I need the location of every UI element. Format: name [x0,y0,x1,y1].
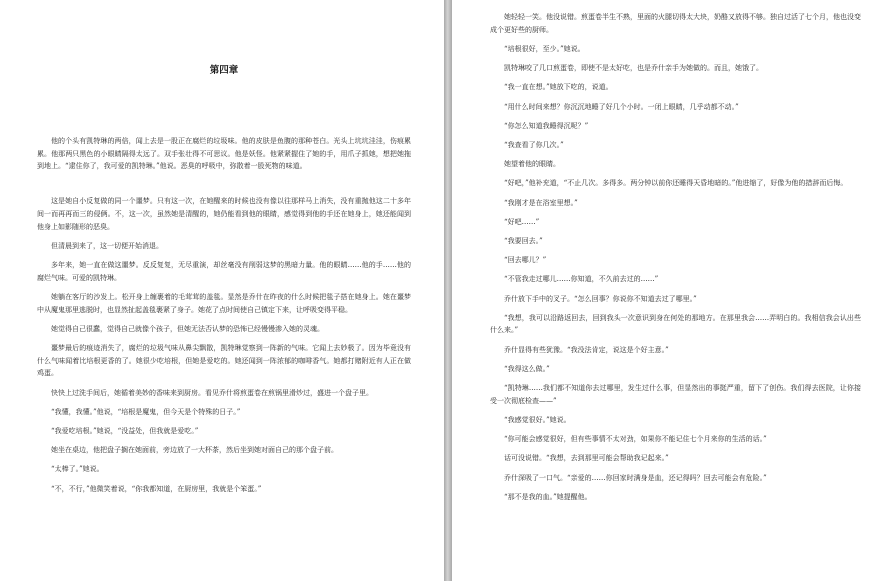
paragraph: 快快上过洗手间后，她循着美妙的香味来到厨房。看见乔什将煎蛋卷在煎锅里滑炒过，盛进一个盘子里。 [51,388,373,397]
paragraph: 她觉得自己很蠢，觉得自己就像个孩子，但她无法否认梦的恐怖已经慢慢渗入她的灵魂。 [51,324,324,333]
paragraph: 她望着他的眼睛。 [504,160,560,169]
paragraph: 但清晨到来了，这一切便开始消退。 [51,241,163,250]
paragraph: 话可没说错。“我想，去到那里可能会帮助我记起来。” [504,454,669,463]
paragraph: “我爱吃培根。”她说，“没益处，但我就是爱吃。” [51,426,199,435]
paragraph: “我一直在想。”她放下吃的，说道。 [504,83,613,92]
paragraph: “那不是我的血。”她提醒他。 [504,492,592,501]
paragraph: “我感觉很好。”她说。 [504,415,571,424]
page-gutter [444,0,452,581]
paragraph: 乔什放下手中的叉子。“怎么回事？你说你不知道去过了哪里。” [504,294,697,303]
paragraph: “用什么时间来想？你沉沉地睡了好几个小时。一闭上眼睛，几乎动都不动。” [504,102,739,111]
chapter-title: 第四章 [209,65,239,76]
paragraph: 她轻轻一笑。他没说错。煎蛋卷半生不熟，里面的火腿切得太大块，奶酪又放得不够。独自过活了七个月，他也没变成个更好些的厨师。 [490,13,861,34]
right-page [452,0,896,581]
paragraph: “培根很好，至少。”她说。 [504,44,585,53]
paragraph: “我得这么做。” [504,364,550,373]
paragraph: “你怎么知道我睡得沉呢？” [504,121,589,130]
paragraph: 她坐在桌边，他把盘子搁在她面前，旁边放了一大杯茶，然后坐到她对面自己的那个盘子前。 [51,446,338,455]
paragraph: “我查看了你几次。” [504,140,564,149]
paragraph: “太棒了。”她说。 [51,465,104,474]
paragraph: “我要回去。” [504,236,543,245]
paragraph: “我刚才是在浴室里想。” [504,198,578,207]
paragraph: “我想，我可以沿路返回去，回到我头一次意识到身在何处的那地方。在那里我会……弄明白的。我相信我会认出些什么来。” [490,313,861,335]
paragraph: 多年来，她一直在做这噩梦。反反复复，无尽重演，却丝毫没有削弱这梦的黑暗力量。他的眼睛……他的手……他的腐烂气味。可爱的凯特琳。 [37,260,411,282]
paragraph: “好吧……” [504,217,540,226]
paragraph: “不管我走过哪儿……你知道，不久前去过的……” [504,275,659,284]
paragraph: 乔什深吸了一口气。“亲爱的……你回家时满身是血，还记得吗？回去可能会有危险。” [504,473,767,482]
paragraph: “凯特琳……我们都不知道你去过哪里，发生过什么事，但显然出的事挺严重，留下了创伤。我们得去医院，让你接受一次彻底检查——” [490,384,861,405]
paragraph: 噩梦最后的痕迹消失了，腐烂的垃圾气味从鼻尖飘散，凯特琳觉察到一阵新的气味。它闻上去妙极了。因为毕竟没有什么气味闻着比培根更香的了。她很少吃培根，但她是爱吃的。她还闻到一阵浓郁的咖啡香气。她都打赌附近有人正在做鸡蛋。 [37,343,411,378]
left-page [0,0,444,581]
paragraph: “回去哪儿？” [504,256,547,265]
paragraph: “你可能会感觉很好，但有些事情不太对劲，如果你不能记住七个月来你的生活的话。” [504,435,767,444]
paragraph: “我懂，我懂。”他说，“培根是魔鬼，但今天是个特殊的日子。” [51,407,241,416]
paragraph: 凯特琳咬了几口煎蛋卷，即使不是太好吃，也是乔什亲手为她做的。而且，她饿了。 [504,64,763,73]
paragraph: “不，不行，”他微笑着说，“你我都知道，在厨房里，我就是个笨蛋。” [51,484,262,493]
paragraph: 这是她自小反复做的同一个噩梦。只有这一次，在她醒来的时候也没有像以往那样马上消失，没有重抛他这二十多年间一而再再而三的侵俩。不，这一次，虽然她是清醒的，她仍能看到他的眼睛，感觉得到他的手还在她身上，她还能闻到他身上如影随形的恶臭。 [37,197,411,231]
paragraph: “好吧，”他补充道，“不止几次。多得多。两分钟以前你还睡得天昏地暗的。”他进缩了，好像为他的措辞而后悔。 [504,179,848,188]
paragraph: 她躺在客厅的沙发上。松开身上缠裹着的毛茸茸的盖毯。显然是乔什在昨夜的什么时候把毯子搭在她身上。她在噩梦中从魔鬼那里逃脱时，也显然扯起盖毯裹紧了身子。她花了点时间使自己镇定下来，让呼吸变得平稳。 [37,292,411,314]
paragraph: 乔什显得有些犹豫。“我没法肯定，说这是个好主意。” [504,345,669,354]
paragraph: 他的个头有凯特琳的两倍，闻上去是一股正在腐烂的垃圾味。他的皮肤是鱼腹的那种苍白。光头上坑坑洼洼，伤痕累累。他那两只黑色的小眼睛隔得太远了。双手张壮得不可思议。他是妖怪。他紧紧握住了她的手，用爪子抓她，想把她拖到地上。“逮住你了，我可爱的凯特琳。”他说。恶臭的呼吸中，弥散着一股死物的味道。 [37,137,411,171]
